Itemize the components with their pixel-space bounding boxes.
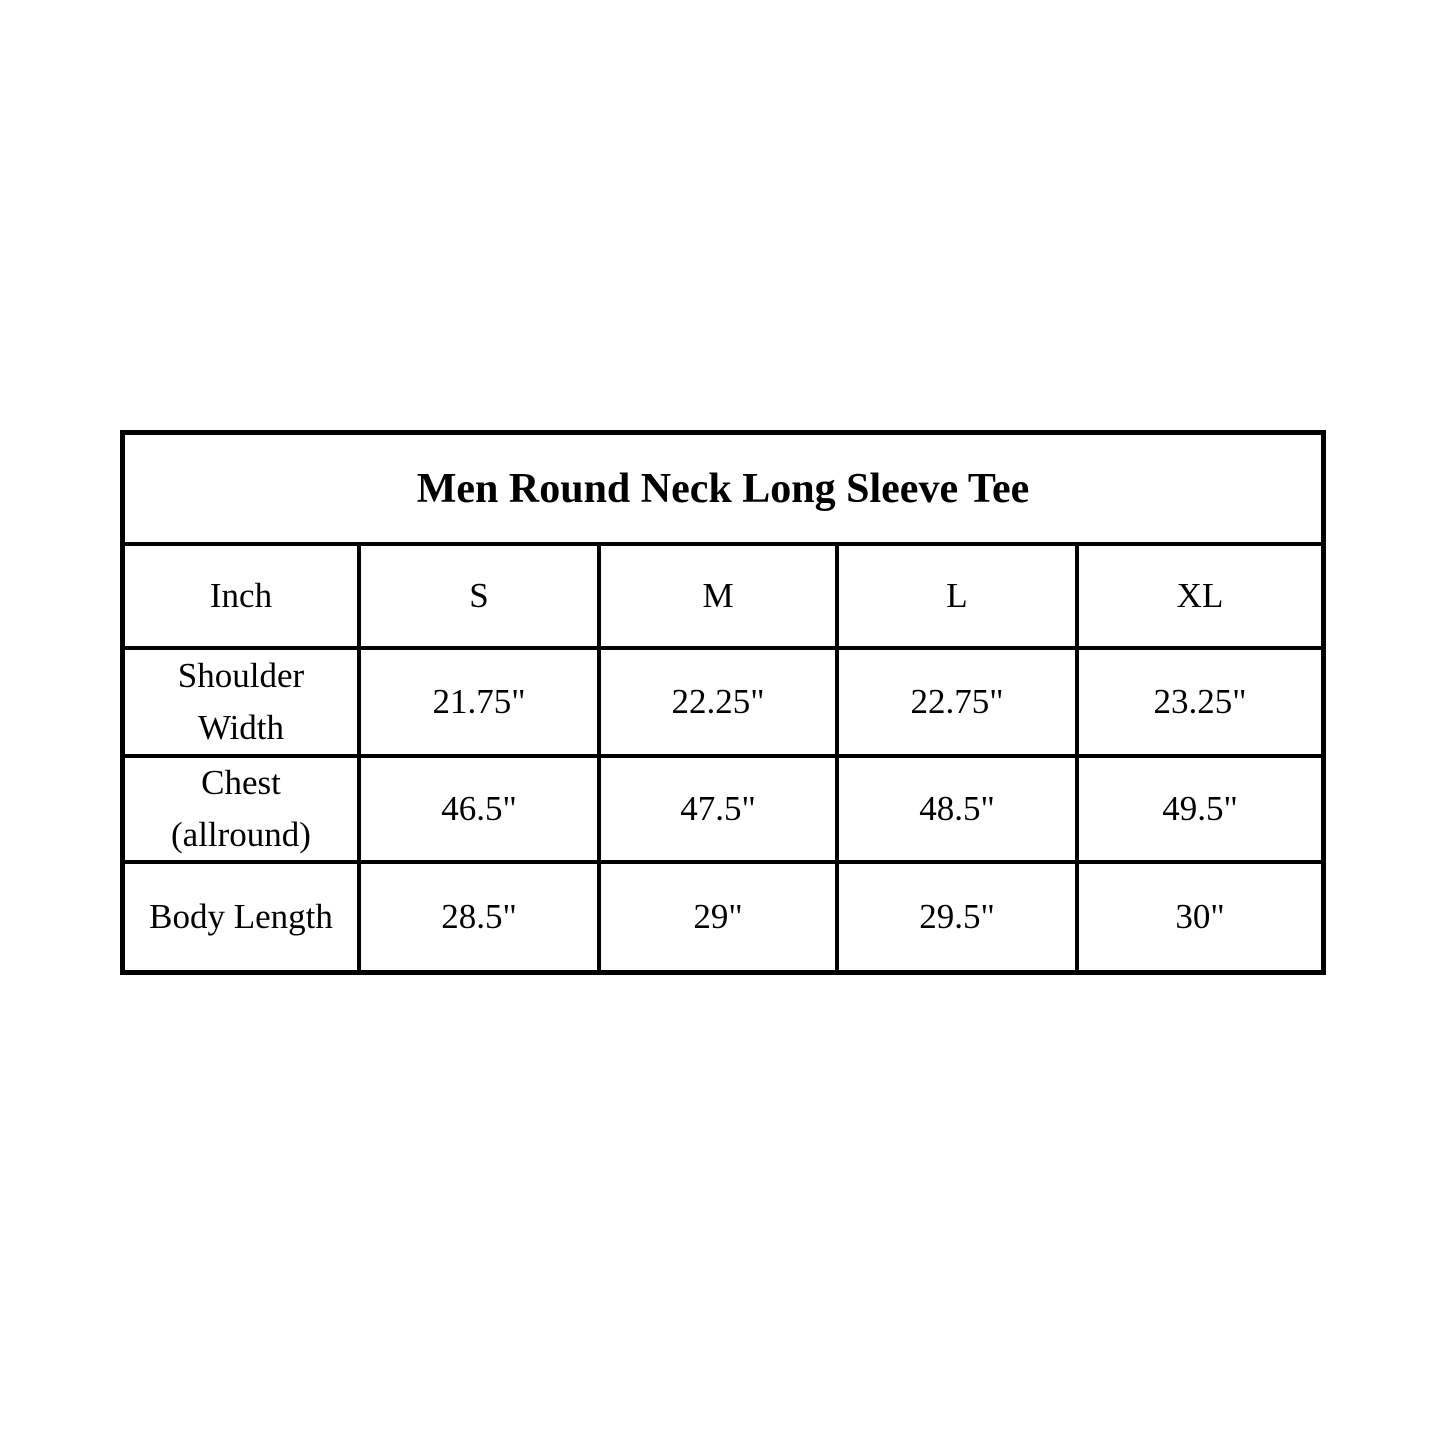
row-label-body-length: [125, 864, 361, 970]
header-size-m: M: [601, 546, 839, 650]
table-cell-length-xl: 30": [1175, 896, 1225, 936]
row-label-shoulder-width: [125, 650, 361, 758]
table-cell-length-m: 29": [601, 864, 839, 970]
table-cell-chest-s: 46.5": [361, 758, 601, 864]
table-cell-shoulder-m: 22.25": [601, 650, 839, 758]
header-size-s: S: [361, 546, 601, 650]
row-label-line: (allround): [171, 815, 311, 854]
table-cell-length-s: 28.5": [361, 864, 601, 970]
table-cell-length-l: 29.5": [839, 864, 1079, 970]
table-cell-chest-xl: 49.5": [1079, 758, 1321, 864]
header-size-xl: XL: [1079, 546, 1321, 650]
size-grid: [125, 546, 1321, 970]
table-cell-shoulder-s: 21.75": [361, 650, 601, 758]
chart-title: Men Round Neck Long Sleeve Tee: [125, 435, 1321, 546]
table-cell-chest-m: 47.5": [601, 758, 839, 864]
table-cell-shoulder-xl: 23.25": [1079, 650, 1321, 758]
table-cell-chest-l: 48.5": [839, 758, 1079, 864]
row-label-line: Body Length: [149, 896, 333, 936]
header-size-l: L: [839, 546, 1079, 650]
row-label-line: Width: [197, 708, 285, 747]
row-label-line: Shoulder: [177, 655, 305, 695]
row-label-chest: [125, 758, 361, 864]
row-label-line: Chest: [201, 762, 281, 802]
table-cell-shoulder-l: 22.75": [839, 650, 1079, 758]
header-unit-cell: Inch: [125, 546, 361, 650]
size-chart-table: [120, 430, 1326, 975]
